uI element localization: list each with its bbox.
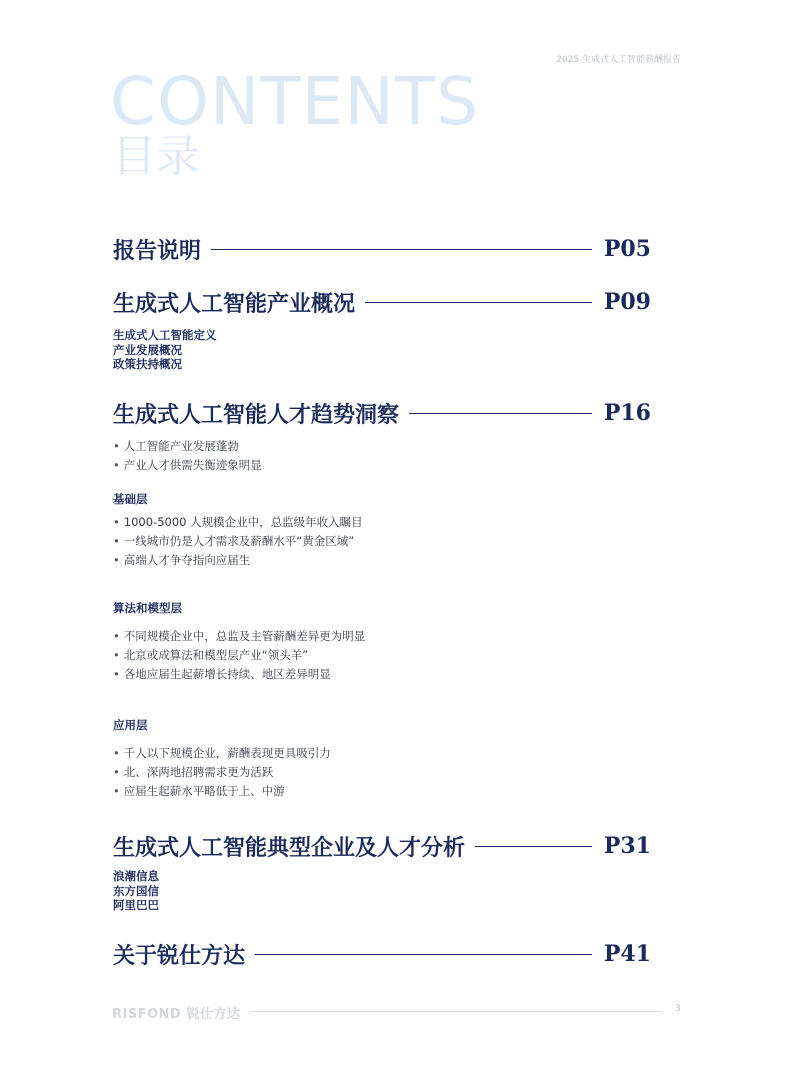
subitem: 政策扶持概况 xyxy=(113,357,182,371)
bullet-icon: • xyxy=(113,648,120,662)
group-label-algorithm: 算法和模型层 xyxy=(113,601,182,615)
list-item: • 1000-5000 人规模企业中，总监级年收入瞩目 xyxy=(113,515,363,529)
leader-line xyxy=(211,249,592,250)
subitem: 产业发展概况 xyxy=(113,342,182,357)
toc-entry-about-risfond[interactable] xyxy=(113,937,651,971)
subitem: 阿里巴巴 xyxy=(113,898,159,912)
list-item: • 各地应届生起薪增长持续、地区差异明显 xyxy=(113,667,331,681)
bullet-icon: • xyxy=(113,765,120,779)
page-number: P31 xyxy=(603,833,651,859)
leader-line xyxy=(475,846,592,847)
list-item: • 高端人才争夺指向应届生 xyxy=(113,553,251,567)
bullet-list xyxy=(113,437,262,475)
group-label-application: 应用层 xyxy=(113,718,148,732)
subitem-list xyxy=(113,869,159,913)
bullet-icon: • xyxy=(113,534,120,548)
list-item: • 不同规模企业中，总监及主管薪酬差异更为明显 xyxy=(113,629,366,643)
bullet-list xyxy=(113,513,363,570)
bullet-list xyxy=(113,744,331,801)
toc-entry-talent-trends[interactable] xyxy=(113,396,651,430)
page-number: P09 xyxy=(603,289,651,315)
toc-entry-enterprise-analysis[interactable] xyxy=(113,829,651,863)
section-title: 生成式人工智能产业概况 xyxy=(113,290,356,317)
leader-line xyxy=(365,302,592,303)
bullet-icon: • xyxy=(113,629,120,643)
section-title: 关于锐仕方达 xyxy=(113,942,246,969)
toc-entry-industry-overview[interactable] xyxy=(113,285,651,319)
bullet-icon: • xyxy=(113,458,120,472)
group-label-foundation: 基础层 xyxy=(113,492,148,506)
subitem-list xyxy=(113,328,217,372)
section-title: 生成式人工智能人才趋势洞察 xyxy=(113,401,400,428)
subitem: 浪潮信息 xyxy=(113,869,159,883)
list-item: • 产业人才供需失衡迹象明显 xyxy=(113,458,262,472)
footer-page-number: 3 xyxy=(675,1004,681,1014)
bullet-icon: • xyxy=(113,784,120,798)
page-number: P41 xyxy=(603,941,651,967)
watermark-toc: 目录 xyxy=(112,131,200,182)
leader-line xyxy=(255,954,592,955)
bullet-icon: • xyxy=(113,746,120,760)
footer-logo: RISFOND 锐仕方达 xyxy=(112,1007,241,1022)
watermark-contents: CONTENTS xyxy=(110,63,480,140)
toc-entry-report-notes[interactable] xyxy=(113,232,651,266)
bullet-list xyxy=(113,627,365,684)
subitem: 生成式人工智能定义 xyxy=(113,328,217,342)
section-title: 报告说明 xyxy=(113,237,202,264)
bullet-icon: • xyxy=(113,439,120,453)
list-item: • 一线城市仍是人才需求及薪酬水平“黄金区域” xyxy=(113,534,355,548)
subitem: 东方国信 xyxy=(113,883,159,898)
page-number: P05 xyxy=(603,236,651,262)
list-item: • 千人以下规模企业，薪酬表现更具吸引力 xyxy=(113,746,331,760)
list-item: • 北、深两地招聘需求更为活跃 xyxy=(113,765,274,779)
footer-divider xyxy=(250,1011,662,1012)
list-item: • 北京或成算法和模型层产业“领头羊” xyxy=(113,648,309,662)
bullet-icon: • xyxy=(113,553,120,567)
list-item: • 人工智能产业发展蓬勃 xyxy=(113,439,239,453)
section-title: 生成式人工智能典型企业及人才分析 xyxy=(113,834,466,861)
running-header: 2025 生成式人工智能薪酬报告 xyxy=(556,55,681,65)
bullet-icon: • xyxy=(113,515,120,529)
page-number: P16 xyxy=(603,400,651,426)
list-item: • 应届生起薪水平略低于上、中游 xyxy=(113,784,285,798)
leader-line xyxy=(409,413,592,414)
bullet-icon: • xyxy=(113,667,120,681)
